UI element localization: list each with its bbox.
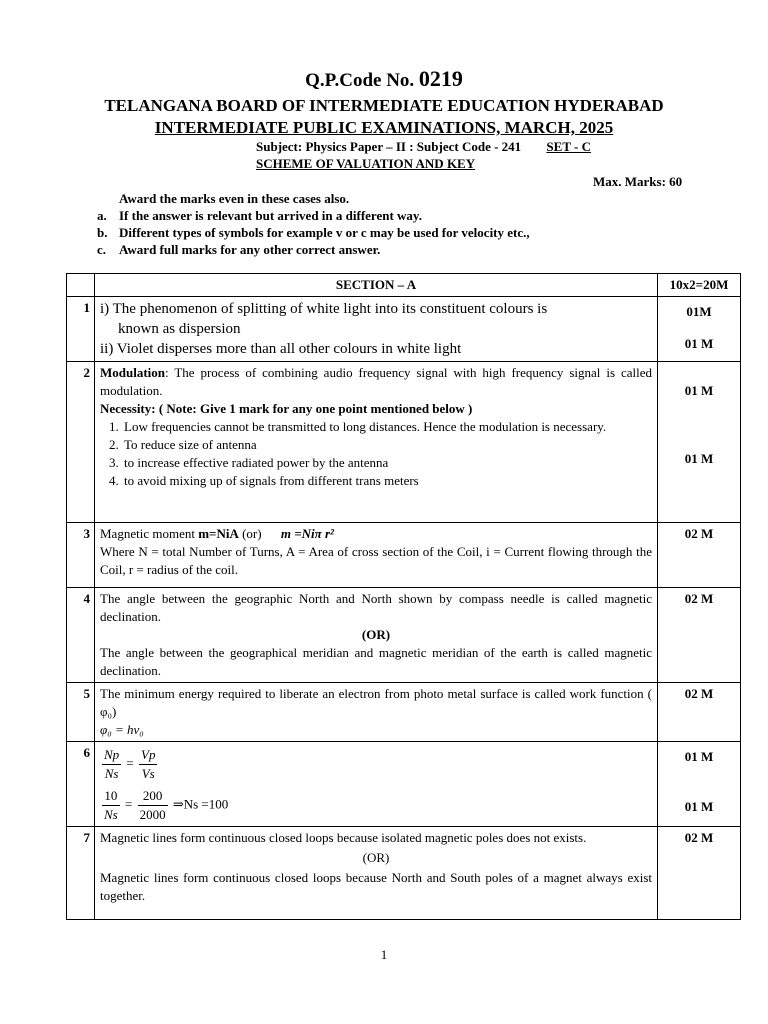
mark-value: 01 M (684, 336, 714, 351)
mark-value: 02 M (658, 588, 741, 683)
answer-cell (95, 523, 658, 588)
or-label: (OR) (362, 850, 390, 865)
answer-cell (95, 742, 658, 827)
subject-line (256, 139, 591, 155)
answer-cell (95, 683, 658, 742)
answer-cell (95, 297, 658, 362)
subject-text: Subject: Physics Paper – II : Subject Code - 241 (256, 139, 522, 154)
exam-title: INTERMEDIATE PUBLIC EXAMINATIONS, MARCH, 2025 (154, 118, 614, 137)
set-label: SET - C (546, 139, 591, 154)
award-text: Award full marks for any other correct answer. (119, 242, 381, 257)
award-key: a. (97, 208, 107, 223)
list-item: 2. To reduce size of antenna (122, 436, 652, 454)
moment-formula: m=NiA (198, 526, 239, 541)
necessity-line (100, 400, 652, 418)
section-marks: 10x2=20M (658, 274, 741, 297)
marks-cell (658, 297, 741, 362)
answer-cell (95, 588, 658, 683)
max-marks: Max. Marks: 60 (593, 174, 683, 189)
question-number: 2 (67, 362, 95, 523)
question-number: 5 (67, 683, 95, 742)
qp-label: Q.P.Code No. (305, 70, 415, 91)
fraction-numerator: 10 (102, 787, 120, 806)
question-number: 1 (67, 297, 95, 362)
answer-line (100, 525, 652, 543)
result: ⇒Ns =100 (172, 796, 229, 812)
question-row-2 (67, 362, 741, 523)
necessity-list (100, 418, 652, 490)
equals-sign: = (124, 796, 133, 812)
question-row-6 (67, 742, 741, 827)
award-key: b. (97, 225, 108, 240)
question-row-4 (67, 588, 741, 683)
mark-value: 01M (686, 304, 712, 319)
fraction-numerator: Np (102, 746, 121, 765)
modulation-text: : The process of combining audio frequency signal with high frequency signal is called modulation. (100, 365, 652, 398)
fraction-denominator: Ns (104, 807, 118, 822)
answer-line: Magnetic lines form continuous closed loops because North and South poles of a magnet always exist together. (100, 870, 652, 903)
moment-text: Magnetic moment (100, 526, 199, 541)
question-row-7 (67, 827, 741, 920)
fraction (102, 746, 121, 783)
moment-or: (or) (238, 526, 262, 541)
page-number: 1 (380, 947, 388, 962)
marks-cell (658, 362, 741, 523)
mark-value: 02 M (658, 523, 741, 588)
necessity-note: : ( Note: Give 1 mark for any one point mentioned below ) (151, 401, 473, 416)
answer-line: The angle between the geographical meridian and magnetic meridian of the earth is called magnetic declination. (100, 645, 652, 678)
answer-key-table (66, 273, 741, 920)
award-instructions (97, 190, 530, 258)
mark-value: 02 M (658, 683, 741, 742)
mark-value: 02 M (658, 827, 741, 920)
answer-line: The angle between the geographic North and North shown by compass needle is called magnetic declination. (100, 591, 652, 624)
answer-line: ii) Violet disperses more than all other colours in white light (100, 341, 462, 357)
question-number: 7 (67, 827, 95, 920)
award-title: Award the marks even in these cases also. (119, 191, 350, 206)
award-text: Different types of symbols for example v or c may be used for velocity etc., (119, 225, 530, 240)
transformer-calc (100, 787, 652, 824)
answer-line: i) The phenomenon of splitting of white light into its constituent colours is (100, 301, 548, 317)
board-title: TELANGANA BOARD OF INTERMEDIATE EDUCATION HYDERABAD (104, 96, 664, 115)
fraction-numerator: Vp (139, 746, 157, 765)
or-label: (OR) (361, 627, 391, 642)
modulation-definition (100, 364, 652, 400)
award-text: If the answer is relevant but arrived in a different way. (119, 208, 422, 223)
moment-alt-formula: m =Niπ r² (280, 526, 334, 541)
equals-sign: = (126, 755, 134, 771)
question-row-3 (67, 523, 741, 588)
fraction (102, 787, 120, 824)
necessity-label: Necessity (100, 401, 152, 416)
answer-line: Where N = total Number of Turns, A = Area of cross section of the Coil, i = Current flowing through the Coil, r = radius of the coil. (100, 544, 652, 577)
question-number: 4 (67, 588, 95, 683)
award-key: c. (97, 242, 107, 257)
mark-value: 01 M (684, 451, 714, 466)
mark-value: 01 M (684, 799, 714, 814)
list-item: 4. to avoid mixing up of signals from different trans meters (122, 472, 652, 490)
qp-number: 0219 (418, 66, 463, 91)
award-item (97, 207, 530, 224)
section-title: SECTION – A (95, 274, 658, 297)
work-function-formula: φ₀ = hν₀ (100, 722, 144, 737)
list-item: 1. Low frequencies cannot be transmitted to long distances. Hence the modulation is necessary. (122, 418, 652, 436)
fraction (138, 787, 168, 824)
award-item (97, 241, 530, 258)
fraction-numerator: 200 (138, 787, 168, 806)
scheme-title: SCHEME OF VALUATION AND KEY (256, 156, 476, 171)
answer-cell (95, 362, 658, 523)
mark-value: 01 M (684, 749, 714, 764)
answer-cell (95, 827, 658, 920)
question-number: 6 (67, 742, 95, 827)
fraction-denominator: Ns (104, 766, 119, 781)
answer-line: Magnetic lines form continuous closed loops because isolated magnetic poles does not exists. (100, 830, 587, 845)
modulation-label: Modulation (100, 365, 166, 380)
question-number: 3 (67, 523, 95, 588)
marks-cell (658, 742, 741, 827)
list-item: 3. to increase effective radiated power by the antenna (122, 454, 652, 472)
section-header-row (67, 274, 741, 297)
qp-code (0, 66, 768, 92)
mark-value: 01 M (684, 383, 714, 398)
fraction-denominator: Vs (141, 766, 155, 781)
fraction-denominator: 2000 (139, 807, 166, 822)
question-row-1 (67, 297, 741, 362)
fraction (139, 746, 157, 783)
transformer-ratio (100, 746, 652, 783)
answer-line: known as dispersion (118, 321, 241, 337)
question-row-5 (67, 683, 741, 742)
answer-line: The minimum energy required to liberate an electron from photo metal surface is called work function ( φ₀) (100, 686, 652, 719)
award-item (97, 224, 530, 241)
